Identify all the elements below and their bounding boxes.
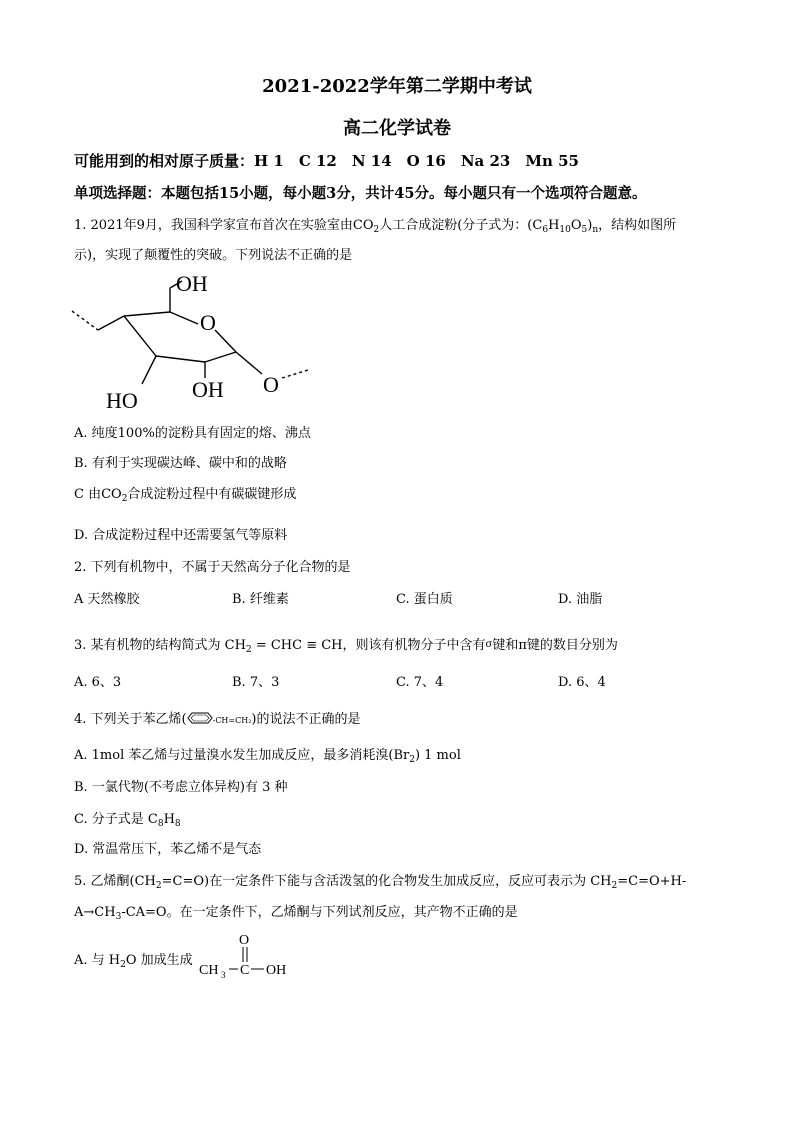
q3-stem: 3. 某有机物的结构简式为 $CH_2$ = CHC ≡ CH，则该有机物分子中含有σ键和π键的数目分别为 [74, 638, 618, 655]
q2-option-c[interactable]: C. 蛋白质 [396, 592, 453, 607]
ho-label: HO [106, 388, 138, 413]
ring-bond-6 [156, 356, 205, 362]
q3-option-a[interactable]: A. 6、3 [74, 675, 122, 690]
q5-stem-line2: $A\to CH_3-CA=O$。在一定条件下，乙烯酮与下列试剂反应，其产物不正确的是 [74, 905, 518, 922]
hydroxyl-label: OH [266, 963, 287, 978]
benzene-ring-icon [187, 712, 213, 724]
q4-option-c[interactable]: C. 分子式是 $C_8H_8$ [74, 812, 181, 829]
ring-bond-3 [170, 312, 198, 324]
q3-option-c[interactable]: C. 7、4 [396, 675, 444, 690]
q2-option-b[interactable]: B. 纤维素 [232, 592, 289, 607]
oh-top-label: OH [176, 271, 208, 296]
q2-stem: 2. 下列有机物中，不属于天然高分子化合物的是 [74, 560, 351, 575]
ho-bond [142, 356, 156, 384]
q5-option-a[interactable]: A. 与 $H_2O$ 加成生成 [74, 953, 193, 970]
q3-option-b[interactable]: B. 7、3 [232, 675, 280, 690]
carbon-label: C [240, 963, 250, 978]
ring-bond-4 [215, 330, 236, 352]
exam-title: 2021-2022学年第二学期中考试 [262, 76, 532, 97]
q4-option-b[interactable]: B. 一氯代物(不考虑立体异构)有 3 种 [74, 780, 288, 795]
glycosidic-bond [236, 352, 262, 374]
q3-option-d[interactable]: D. 6、4 [558, 675, 606, 690]
q1-option-c[interactable]: C 由$CO_2$合成淀粉过程中有碳碳键形成 [74, 487, 297, 504]
acetic-acid-formula [196, 928, 306, 980]
ring-bond-1 [98, 316, 124, 330]
q4-option-d[interactable]: D. 常温常压下，苯乙烯不是气态 [74, 842, 262, 857]
ring-bond-2 [124, 312, 170, 316]
exam-subtitle: 高二化学试卷 [343, 118, 451, 139]
q2-option-a[interactable]: A 天然橡胶 [74, 592, 140, 607]
q4-stem: 4. 下列关于苯乙烯( -CH=CH₂)的说法不正确的是 [74, 712, 361, 727]
q1-option-b[interactable]: B. 有利于实现碳达峰、碳中和的战略 [74, 456, 287, 471]
methyl-subscript: 3 [221, 970, 226, 980]
section-header: 单项选择题：本题包括15小题，每小题3分，共计45分。每小题只有一个选项符合题意。 [74, 185, 647, 202]
ring-bond-5 [205, 352, 236, 362]
starch-structure-diagram [60, 266, 320, 416]
methyl-label: CH [199, 963, 219, 978]
chain-bond-right [282, 370, 308, 378]
q5-stem-line1: 5. 乙烯酮$(CH_2=C=O)$在一定条件下能与含活泼氢的化合物发生加成反应，反应可表示为 $CH_2=C=O+H-$ [74, 874, 687, 891]
q1-stem-line2: 示)，实现了颠覆性的突破。下列说法不正确的是 [74, 248, 353, 263]
ring-bond-7 [124, 316, 156, 356]
q1-stem-line1: 1. 2021年9月，我国科学家宣布首次在实验室由$CO_2$人工合成淀粉(分子式为：$(C_6H_{10}O_5)_n$，结构如图所 [74, 218, 677, 235]
carbonyl-oxygen-label: O [239, 933, 250, 948]
q1-option-d[interactable]: D. 合成淀粉过程中还需要氢气等原料 [74, 528, 288, 543]
q1-option-a[interactable]: A. 纯度100%的淀粉具有固定的熔、沸点 [74, 426, 311, 441]
ring-oxygen-label: O [200, 310, 216, 335]
link-oxygen-label: O [263, 372, 279, 397]
chain-bond-left [72, 311, 98, 330]
oh-mid-label: OH [192, 377, 224, 402]
q4-option-a[interactable]: A. 1mol 苯乙烯与过量溴水发生加成反应，最多消耗溴$(Br_2)$ 1 mol [74, 748, 461, 765]
q2-option-d[interactable]: D. 油脂 [558, 592, 603, 607]
atomic-masses: 可能用到的相对原子质量：H 1 C 12 N 14 O 16 Na 23 Mn 55 [74, 152, 579, 170]
